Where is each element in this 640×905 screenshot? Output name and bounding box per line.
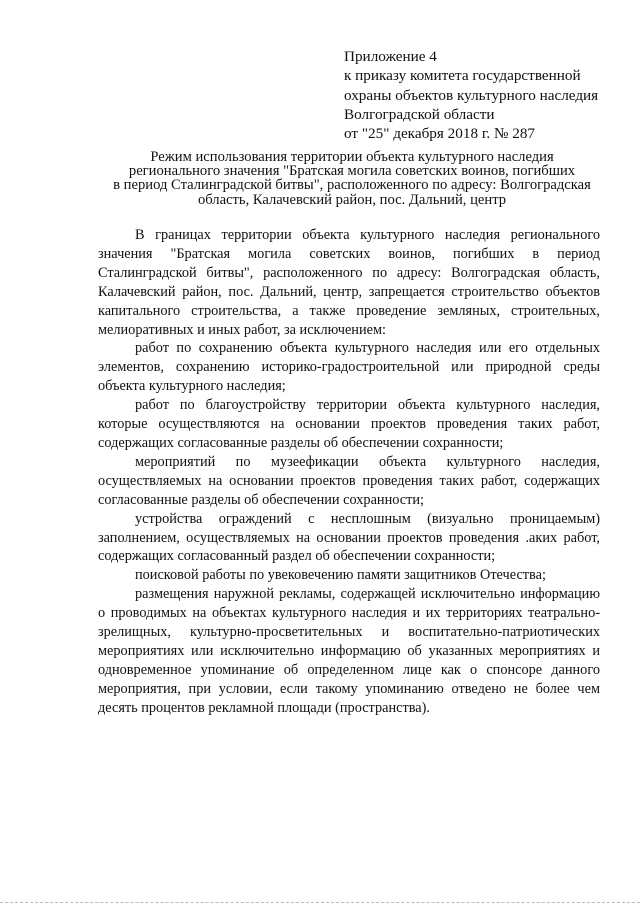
- title-line: Режим использования территории объекта культурного наследия: [150, 149, 554, 165]
- document-title: [92, 150, 612, 207]
- exception-item: [98, 396, 600, 453]
- exception-text: поисковой работы по увековечению памяти защитников Отечества;: [135, 567, 546, 584]
- appendix-line: от "25" декабря 2018 г. № 287: [344, 125, 536, 143]
- title-line: область, Калачевский район, пос. Дальний, центр: [197, 191, 507, 208]
- appendix-line: к приказу комитета государственной: [344, 67, 581, 85]
- exception-text: мероприятий по музеефикации объекта культурного наследия, осуществляемых на основании проектов проведения таких работ, содержащих согласованные разделы об обеспечении сохранности;: [98, 453, 600, 508]
- exception-item: [98, 585, 600, 717]
- appendix-header: [344, 47, 629, 143]
- exception-item: [98, 339, 600, 396]
- appendix-line: Волгоградской области: [344, 105, 495, 123]
- scan-edge-divider: [0, 902, 640, 903]
- title-line: в период Сталинградской битвы", расположенного по адресу: Волгоградская: [113, 177, 591, 194]
- appendix-line: Приложение 4: [344, 48, 437, 65]
- exception-item: [98, 510, 600, 567]
- appendix-line: охраны объектов культурного наследия: [344, 86, 599, 104]
- intro-paragraph: [98, 226, 600, 339]
- document-body: [98, 226, 600, 718]
- exception-text: работ по сохранению объекта культурного наследия или его отдельных элементов, сохранению историко-градостроительной или природной среды объекта культурного наследия;: [98, 340, 600, 395]
- exception-text: работ по благоустройству территории объекта культурного наследия, которые осуществляются на основании проектов проведения таких работ, содержащих согласованные разделы об обеспечении сохранности;: [98, 397, 600, 451]
- exception-text: устройства ограждений с несплошным (визуально проницаемым) заполнением, осуществляемых на основании проектов проведения .аких работ, содержащих согласованный раздел об обеспечении сохранности;: [98, 510, 600, 565]
- title-line: регионального значения "Братская могила советских воинов, погибших: [128, 163, 576, 180]
- exception-text: размещения наружной рекламы, содержащей исключительно информацию о проводимых на объектах культурного наследия и их территориях театрально-зрелищных, культурно-просветительных и воспитательно-патриотических мероприятиях или исключительно информацию об указанных мероприятиях и одновременное упоминание об определенном лице как о спонсоре данного мероприятия, при условии, если такому упоминанию отведено не более чем десять процентов рекламной площади (пространства).: [98, 586, 600, 716]
- exception-item: [98, 566, 600, 585]
- exception-item: [98, 453, 600, 510]
- intro-text: В границах территории объекта культурного наследия регионального значения "Братская могила советских воинов, погибших в период Сталинградской битвы", расположенного по адресу: Волгоградская область, Калачевский район, пос. Дальний, центр, запрещается строительство объектов капитального строительства, а также проведение земляных, строительных, мелиоративных и иных работ, за исключением:: [98, 227, 600, 338]
